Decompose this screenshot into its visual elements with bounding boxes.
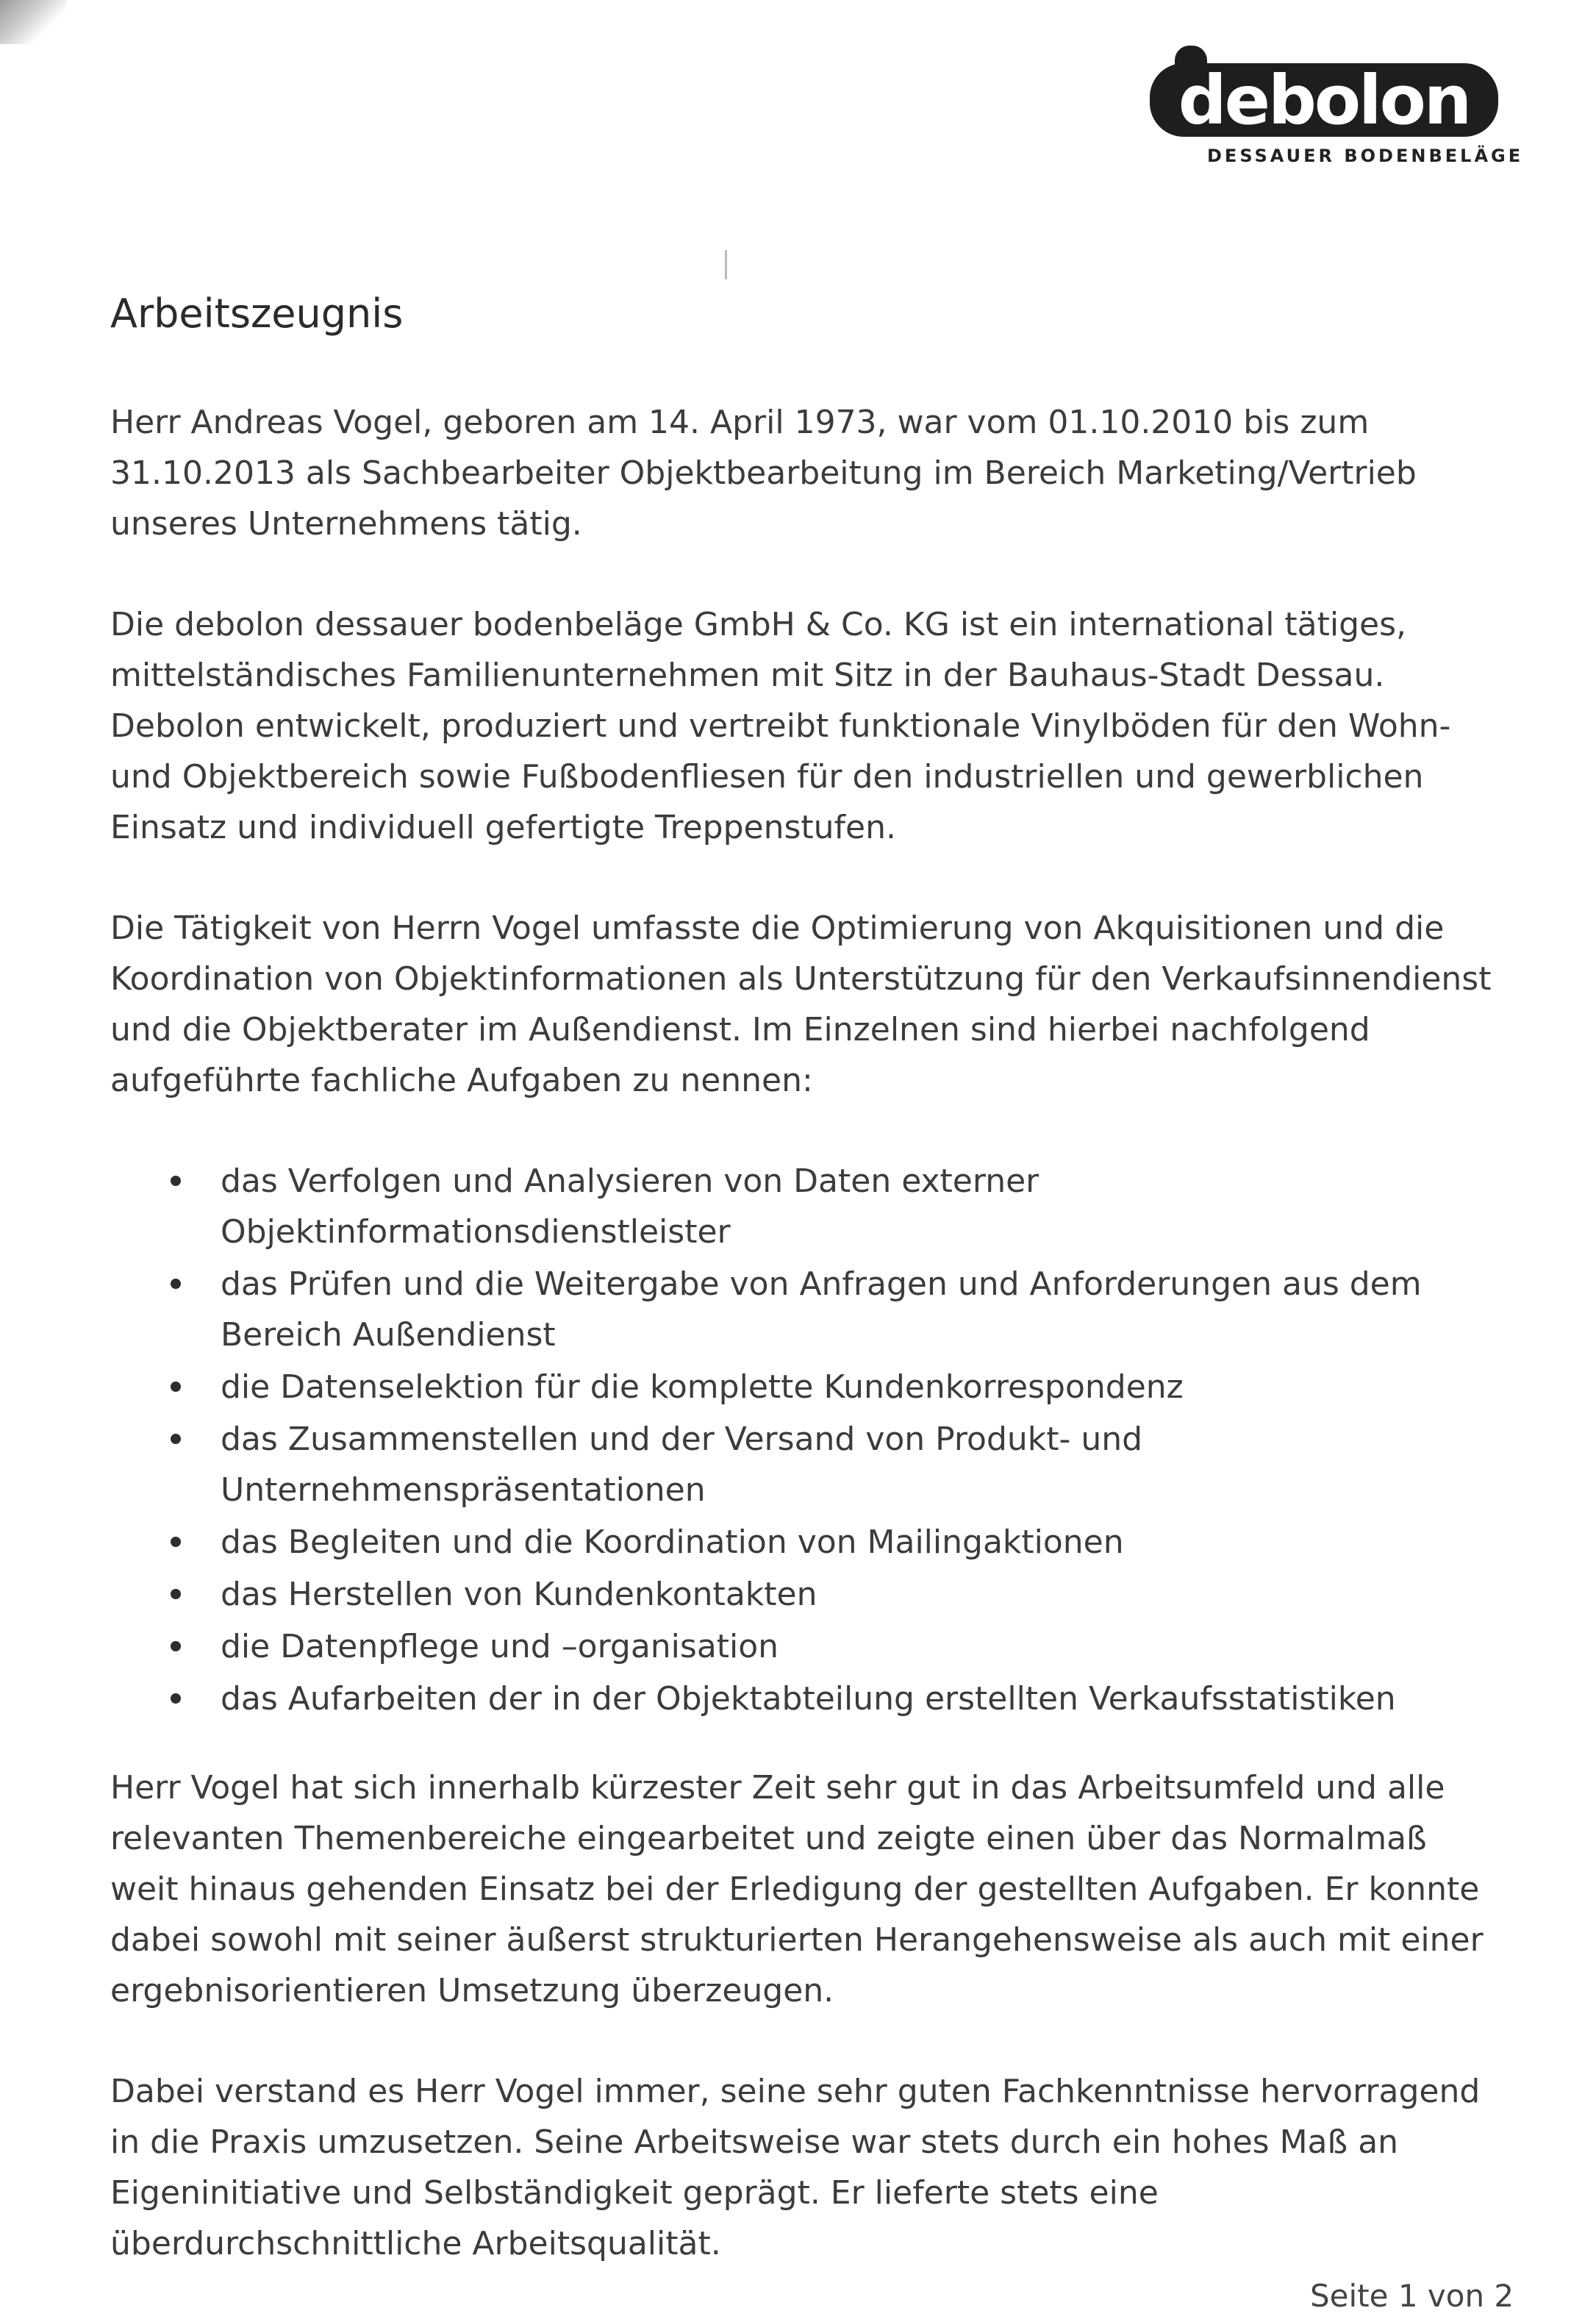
logo-wordmark-text: debolon — [1178, 61, 1470, 140]
logo-tagline: DESSAUER BODENBELÄGE — [1207, 146, 1524, 166]
logo-wordmark — [1147, 44, 1500, 154]
scan-artifact — [725, 250, 727, 279]
paragraph-duties-intro: Die Tätigkeit von Herrn Vogel umfasste die Optimierung von Akquisitionen und die Koordination von Objektinformationen als Unterstützung für den Verkaufsinnendienst und die Objektberater im Außendienst. Im Einzelnen sind hierbei nachfolgend aufgeführte fachliche Aufgaben zu nennen: — [110, 909, 1492, 1099]
document-title: Arbeitszeugnis — [110, 290, 404, 337]
list-item — [221, 1621, 1492, 1672]
bullet-icon — [171, 1537, 181, 1547]
list-item-text: das Begleiten und die Koordination von Mailingaktionen — [221, 1523, 1124, 1561]
bullet-icon — [171, 1693, 181, 1704]
list-item-text: das Zusammenstellen und der Versand von Produkt- und Unternehmenspräsentationen — [221, 1420, 1143, 1509]
list-item — [221, 1414, 1492, 1515]
scan-corner-shadow — [0, 0, 66, 44]
bullet-icon — [171, 1279, 181, 1289]
list-item — [221, 1569, 1492, 1620]
list-item-text: das Herstellen von Kundenkontakten — [221, 1575, 817, 1613]
list-item — [221, 1517, 1492, 1568]
list-item-text: die Datenselektion für die komplette Kundenkorrespondenz — [221, 1368, 1184, 1406]
list-item-text: das Aufarbeiten der in der Objektabteilung erstellten Verkaufsstatistiken — [221, 1679, 1396, 1718]
list-item-text: die Datenpflege und –organisation — [221, 1627, 779, 1665]
list-item — [221, 1673, 1492, 1724]
list-item — [221, 1156, 1492, 1257]
task-list — [110, 1156, 1492, 1724]
list-item-text: das Prüfen und die Weitergabe von Anfragen und Anforderungen aus dem Bereich Außendienst — [221, 1265, 1422, 1354]
list-item-text: das Verfolgen und Analysieren von Daten externer Objektinformationsdienstleister — [221, 1162, 1039, 1251]
bullet-icon — [171, 1589, 181, 1599]
paragraph-performance: Herr Vogel hat sich innerhalb kürzester Zeit sehr gut in das Arbeitsumfeld und alle relevanten Themenbereiche eingearbeitet und zeigte einen über das Normalmaß weit hinaus gehenden Einsatz bei der Erledigung der gestellten Aufgaben. Er konnte dabei sowohl mit seiner äußerst strukturierten Herangehensweise als auch mit einer ergebnisorientieren Umsetzung überzeugen. — [110, 1768, 1484, 2009]
paragraph-employment: Herr Andreas Vogel, geboren am 14. April 1973, war vom 01.10.2010 bis zum 31.10.2013 als Sachbearbeiter Objektbearbeitung im Bereich Marketing/Vertrieb unseres Unternehmens tätig. — [110, 403, 1417, 543]
bullet-icon — [171, 1641, 181, 1651]
paragraph-expertise: Dabei verstand es Herr Vogel immer, seine sehr guten Fachkenntnisse hervorragend in die Praxis umzusetzen. Seine Arbeitsweise war stets durch ein hohes Maß an Eigeninitiative und Selbständigkeit geprägt. Er lieferte stets eine überdurchschnittliche Arbeitsqualität. — [110, 2072, 1481, 2262]
list-item — [221, 1362, 1492, 1412]
page-number: Seite 1 von 2 — [1310, 2278, 1514, 2314]
bullet-icon — [171, 1434, 181, 1444]
company-logo — [1147, 44, 1524, 176]
letter-body — [110, 290, 1492, 2319]
paragraph-company: Die debolon dessauer bodenbeläge GmbH & Co. KG ist ein international tätiges, mittelständisches Familienunternehmen mit Sitz in der Bauhaus-Stadt Dessau. Debolon entwickelt, produziert und vertreibt funktionale Vinylböden für den Wohn- und Objektbereich sowie Fußbodenfliesen für den industriellen und gewerblichen Einsatz und individuell gefertigte Treppenstufen. — [110, 605, 1451, 846]
bullet-icon — [171, 1176, 181, 1186]
list-item — [221, 1259, 1492, 1360]
bullet-icon — [171, 1382, 181, 1392]
